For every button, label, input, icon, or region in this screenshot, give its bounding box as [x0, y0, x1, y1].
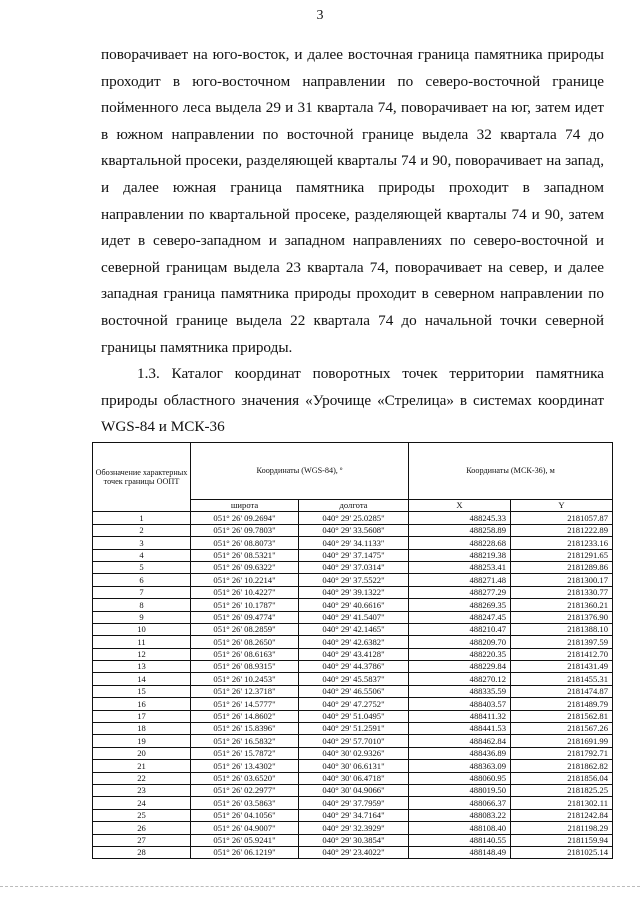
y-coordinate-cell: 2181691.99: [511, 735, 613, 747]
longitude-cell: 040° 29' 33.5608": [299, 524, 409, 536]
table-row: [93, 673, 613, 685]
x-coordinate-cell: 488269.35: [409, 599, 511, 611]
x-coordinate-cell: 488019.50: [409, 784, 511, 796]
header-latitude: широта: [191, 500, 299, 512]
x-coordinate-cell: 488228.68: [409, 537, 511, 549]
latitude-cell: 051° 26' 08.9315": [191, 661, 299, 673]
table-row: [93, 685, 613, 697]
table-row: [93, 760, 613, 772]
x-coordinate-cell: 488148.49: [409, 846, 511, 858]
latitude-cell: 051° 26' 08.8073": [191, 537, 299, 549]
longitude-cell: 040° 30' 04.9066": [299, 784, 409, 796]
body-text: [101, 42, 604, 441]
y-coordinate-cell: 2181300.17: [511, 574, 613, 586]
table-row: [93, 846, 613, 858]
latitude-cell: 051° 26' 13.4302": [191, 760, 299, 772]
longitude-cell: 040° 29' 42.1465": [299, 623, 409, 635]
longitude-cell: 040° 29' 37.7959": [299, 797, 409, 809]
point-number-cell: 27: [93, 834, 191, 846]
table-row: [93, 698, 613, 710]
x-coordinate-cell: 488220.35: [409, 648, 511, 660]
x-coordinate-cell: 488462.84: [409, 735, 511, 747]
longitude-cell: 040° 29' 34.7164": [299, 809, 409, 821]
x-coordinate-cell: 488245.33: [409, 512, 511, 524]
latitude-cell: 051° 26' 14.5777": [191, 698, 299, 710]
longitude-cell: 040° 29' 30.3854": [299, 834, 409, 846]
longitude-cell: 040° 29' 32.3929": [299, 822, 409, 834]
longitude-cell: 040° 29' 42.6382": [299, 636, 409, 648]
table-header-row: [93, 443, 613, 500]
latitude-cell: 051° 26' 10.2453": [191, 673, 299, 685]
latitude-cell: 051° 26' 08.2650": [191, 636, 299, 648]
latitude-cell: 051° 26' 15.7872": [191, 747, 299, 759]
y-coordinate-cell: 2181412.70: [511, 648, 613, 660]
point-number-cell: 9: [93, 611, 191, 623]
y-coordinate-cell: 2181222.89: [511, 524, 613, 536]
header-msk36: Координаты (МСК-36), м: [409, 443, 613, 500]
x-coordinate-cell: 488219.38: [409, 549, 511, 561]
point-number-cell: 22: [93, 772, 191, 784]
longitude-cell: 040° 29' 39.1322": [299, 586, 409, 598]
x-coordinate-cell: 488209.70: [409, 636, 511, 648]
table-row: [93, 636, 613, 648]
longitude-cell: 040° 29' 34.1133": [299, 537, 409, 549]
x-coordinate-cell: 488253.41: [409, 561, 511, 573]
table-row: [93, 549, 613, 561]
x-coordinate-cell: 488335.59: [409, 685, 511, 697]
latitude-cell: 051° 26' 04.1056": [191, 809, 299, 821]
longitude-cell: 040° 30' 06.4718": [299, 772, 409, 784]
x-coordinate-cell: 488060.95: [409, 772, 511, 784]
table-row: [93, 772, 613, 784]
y-coordinate-cell: 2181302.11: [511, 797, 613, 809]
table-row: [93, 723, 613, 735]
x-coordinate-cell: 488258.89: [409, 524, 511, 536]
table-row: [93, 537, 613, 549]
latitude-cell: 051° 26' 10.2214": [191, 574, 299, 586]
point-number-cell: 28: [93, 846, 191, 858]
latitude-cell: 051° 26' 02.2977": [191, 784, 299, 796]
y-coordinate-cell: 2181489.79: [511, 698, 613, 710]
point-number-cell: 23: [93, 784, 191, 796]
y-coordinate-cell: 2181431.49: [511, 661, 613, 673]
y-coordinate-cell: 2181289.86: [511, 561, 613, 573]
y-coordinate-cell: 2181025.14: [511, 846, 613, 858]
longitude-cell: 040° 29' 37.5522": [299, 574, 409, 586]
y-coordinate-cell: 2181856.04: [511, 772, 613, 784]
x-coordinate-cell: 488229.84: [409, 661, 511, 673]
y-coordinate-cell: 2181242.84: [511, 809, 613, 821]
latitude-cell: 051° 26' 05.9241": [191, 834, 299, 846]
point-number-cell: 1: [93, 512, 191, 524]
latitude-cell: 051° 26' 04.9007": [191, 822, 299, 834]
longitude-cell: 040° 29' 47.2752": [299, 698, 409, 710]
x-coordinate-cell: 488247.45: [409, 611, 511, 623]
longitude-cell: 040° 30' 02.9326": [299, 747, 409, 759]
header-wgs84: Координаты (WGS-84), º: [191, 443, 409, 500]
point-number-cell: 18: [93, 723, 191, 735]
table-row: [93, 611, 613, 623]
table-row: [93, 784, 613, 796]
point-number-cell: 16: [93, 698, 191, 710]
point-number-cell: 13: [93, 661, 191, 673]
longitude-cell: 040° 29' 51.0495": [299, 710, 409, 722]
latitude-cell: 051° 26' 16.5832": [191, 735, 299, 747]
paragraph-boundary-description: поворачивает на юго-восток, и далее восточная граница памятника природы проходит в юго-восточном направлении по северо-восточной границе пойменного леса выдела 29 и 31 квартала 74, поворачивает на юг, затем идет в южном направлении по восточной границе выдела 32 квартала 74 до квартальной просеки, разделяющей кварталы 74 и 90, поворачивает на запад, и далее южная граница памятника природы проходит в западном направлении по квартальной просеке, разделяющей кварталы 74 и 90, затем идет в северо-западном и западном направлениях по северо-восточной и северной границам выдела 23 квартала 74, поворачивает на север, и далее западная граница памятника природы проходит в северном направлении по восточной границе выдела 22 квартала 74 до начальной точки северной границы памятника природы.: [101, 46, 604, 356]
table-row: [93, 809, 613, 821]
point-number-cell: 20: [93, 747, 191, 759]
y-coordinate-cell: 2181562.81: [511, 710, 613, 722]
longitude-cell: 040° 29' 25.0285": [299, 512, 409, 524]
table-row: [93, 822, 613, 834]
table-row: [93, 797, 613, 809]
y-coordinate-cell: 2181567.26: [511, 723, 613, 735]
y-coordinate-cell: 2181825.25: [511, 784, 613, 796]
latitude-cell: 051° 26' 14.8602": [191, 710, 299, 722]
longitude-cell: 040° 29' 45.5837": [299, 673, 409, 685]
latitude-cell: 051° 26' 08.2859": [191, 623, 299, 635]
y-coordinate-cell: 2181862.82: [511, 760, 613, 772]
y-coordinate-cell: 2181388.10: [511, 623, 613, 635]
point-number-cell: 17: [93, 710, 191, 722]
longitude-cell: 040° 29' 44.3786": [299, 661, 409, 673]
point-number-cell: 4: [93, 549, 191, 561]
longitude-cell: 040° 29' 23.4022": [299, 846, 409, 858]
longitude-cell: 040° 29' 40.6616": [299, 599, 409, 611]
x-coordinate-cell: 488271.48: [409, 574, 511, 586]
longitude-cell: 040° 29' 46.5506": [299, 685, 409, 697]
latitude-cell: 051° 26' 06.1219": [191, 846, 299, 858]
x-coordinate-cell: 488066.37: [409, 797, 511, 809]
page-number: 3: [316, 8, 324, 23]
latitude-cell: 051° 26' 09.7803": [191, 524, 299, 536]
longitude-cell: 040° 29' 41.5407": [299, 611, 409, 623]
point-number-cell: 7: [93, 586, 191, 598]
point-number-cell: 15: [93, 685, 191, 697]
table-row: [93, 512, 613, 524]
longitude-cell: 040° 29' 37.0314": [299, 561, 409, 573]
longitude-cell: 040° 29' 37.1475": [299, 549, 409, 561]
latitude-cell: 051° 26' 09.6322": [191, 561, 299, 573]
point-number-cell: 21: [93, 760, 191, 772]
point-number-cell: 11: [93, 636, 191, 648]
table-row: [93, 661, 613, 673]
table-row: [93, 735, 613, 747]
y-coordinate-cell: 2181474.87: [511, 685, 613, 697]
y-coordinate-cell: 2181233.16: [511, 537, 613, 549]
longitude-cell: 040° 29' 43.4128": [299, 648, 409, 660]
point-number-cell: 2: [93, 524, 191, 536]
table-row: [93, 648, 613, 660]
header-longitude: долгота: [299, 500, 409, 512]
y-coordinate-cell: 2181291.65: [511, 549, 613, 561]
table-row: [93, 599, 613, 611]
latitude-cell: 051° 26' 08.6163": [191, 648, 299, 660]
coordinates-table: [92, 442, 613, 859]
y-coordinate-cell: 2181455.31: [511, 673, 613, 685]
latitude-cell: 051° 26' 09.2694": [191, 512, 299, 524]
longitude-cell: 040° 29' 57.7010": [299, 735, 409, 747]
x-coordinate-cell: 488403.57: [409, 698, 511, 710]
point-number-cell: 5: [93, 561, 191, 573]
x-coordinate-cell: 488108.40: [409, 822, 511, 834]
table-row: [93, 561, 613, 573]
point-number-cell: 3: [93, 537, 191, 549]
table-body: [93, 512, 613, 859]
x-coordinate-cell: 488441.53: [409, 723, 511, 735]
x-coordinate-cell: 488411.32: [409, 710, 511, 722]
latitude-cell: 051° 26' 08.5321": [191, 549, 299, 561]
table-row: [93, 623, 613, 635]
point-number-cell: 12: [93, 648, 191, 660]
header-y: Y: [511, 500, 613, 512]
y-coordinate-cell: 2181397.59: [511, 636, 613, 648]
longitude-cell: 040° 29' 51.2591": [299, 723, 409, 735]
x-coordinate-cell: 488083.22: [409, 809, 511, 821]
point-number-cell: 14: [93, 673, 191, 685]
point-number-cell: 6: [93, 574, 191, 586]
table-row: [93, 524, 613, 536]
table-row: [93, 834, 613, 846]
page-bottom-divider: [0, 886, 640, 887]
y-coordinate-cell: 2181159.94: [511, 834, 613, 846]
x-coordinate-cell: 488277.29: [409, 586, 511, 598]
x-coordinate-cell: 488436.89: [409, 747, 511, 759]
latitude-cell: 051° 26' 09.4774": [191, 611, 299, 623]
y-coordinate-cell: 2181057.87: [511, 512, 613, 524]
latitude-cell: 051° 26' 12.3718": [191, 685, 299, 697]
point-number-cell: 25: [93, 809, 191, 821]
longitude-cell: 040° 30' 06.6131": [299, 760, 409, 772]
point-number-cell: 26: [93, 822, 191, 834]
latitude-cell: 051° 26' 15.8396": [191, 723, 299, 735]
y-coordinate-cell: 2181330.77: [511, 586, 613, 598]
x-coordinate-cell: 488270.12: [409, 673, 511, 685]
table-row: [93, 747, 613, 759]
point-number-cell: 10: [93, 623, 191, 635]
latitude-cell: 051° 26' 03.5863": [191, 797, 299, 809]
table-row: [93, 586, 613, 598]
point-number-cell: 24: [93, 797, 191, 809]
paragraph-catalog-heading: 1.3. Каталог координат поворотных точек территории памятника природы областного значения «Урочище «Стрелица» в системах координат WGS-84 и МСК-36: [101, 365, 604, 436]
x-coordinate-cell: 488363.09: [409, 760, 511, 772]
y-coordinate-cell: 2181376.90: [511, 611, 613, 623]
point-number-cell: 8: [93, 599, 191, 611]
latitude-cell: 051° 26' 10.1787": [191, 599, 299, 611]
header-x: X: [409, 500, 511, 512]
y-coordinate-cell: 2181198.29: [511, 822, 613, 834]
table-row: [93, 574, 613, 586]
y-coordinate-cell: 2181792.71: [511, 747, 613, 759]
latitude-cell: 051° 26' 10.4227": [191, 586, 299, 598]
y-coordinate-cell: 2181360.21: [511, 599, 613, 611]
x-coordinate-cell: 488140.55: [409, 834, 511, 846]
latitude-cell: 051° 26' 03.6520": [191, 772, 299, 784]
x-coordinate-cell: 488210.47: [409, 623, 511, 635]
table-row: [93, 710, 613, 722]
header-point-designation: Обозначение характерных точек границы ООПТ: [93, 443, 191, 512]
point-number-cell: 19: [93, 735, 191, 747]
